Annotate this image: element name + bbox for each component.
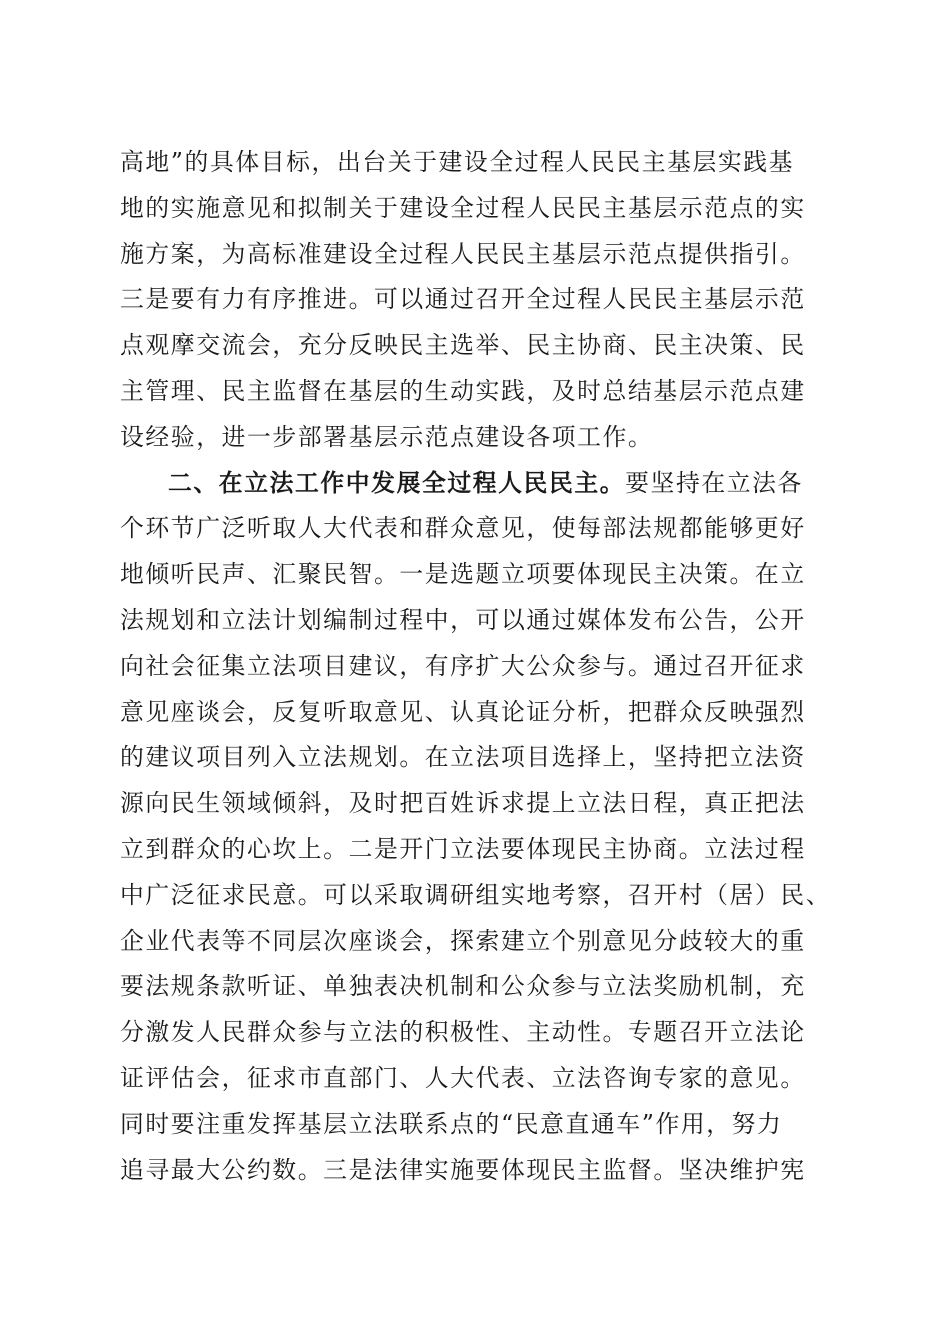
paragraph-line: 主管理、民主监督在基层的生动实践，及时总结基层示范点建 [120, 376, 806, 405]
paragraph-line: 分激发人民群众参与立法的积极性、主动性。专题召开立法论 [120, 1018, 806, 1047]
paragraph-1 [120, 140, 830, 461]
paragraph-line: 企业代表等不同层次座谈会，探索建立个别意见分歧较大的重 [120, 926, 806, 955]
paragraph-first-line [120, 461, 830, 507]
paragraph-line: 高地”的具体目标，出台关于建设全过程人民民主基层实践基 [120, 148, 795, 176]
paragraph-2 [120, 461, 830, 1194]
paragraph-line: 追寻最大公约数。三是法律实施要体现民主监督。坚决维护宪 [120, 1155, 806, 1184]
paragraph-line: 的建议项目列入立法规划。在立法项目选择上，坚持把立法资 [120, 743, 806, 772]
paragraph-line: 点观摩交流会，充分反映民主选举、民主协商、民主决策、民 [120, 331, 806, 360]
paragraph-line: 地倾听民声、汇聚民智。一是选题立项要体现民主决策。在立 [120, 560, 806, 589]
paragraph-line: 设经验，进一步部署基层示范点建设各项工作。 [120, 422, 654, 451]
paragraph-line: 中广泛征求民意。可以采取调研组实地考察，召开村（居）民、 [120, 880, 832, 909]
paragraph-line: 意见座谈会，反复听取意见、认真论证分析，把群众反映强烈 [120, 697, 806, 726]
section-heading: 二、在立法工作中发展全过程人民民主。 [168, 468, 626, 497]
paragraph-line-rest: 要坚持在立法各 [625, 468, 803, 497]
paragraph-line: 法规划和立法计划编制过程中，可以通过媒体发布公告，公开 [120, 605, 806, 634]
document-body [120, 140, 830, 1193]
paragraph-line: 证评估会，征求市直部门、人大代表、立法咨询专家的意见。 [120, 1063, 806, 1092]
paragraph-line: 向社会征集立法项目建议，有序扩大公众参与。通过召开征求 [120, 651, 806, 680]
paragraph-line: 个环节广泛听取人大代表和群众意见，使每部法规都能够更好 [120, 514, 806, 543]
paragraph-line: 同时要注重发挥基层立法联系点的“民意直通车”作用，努力 [120, 1109, 783, 1138]
paragraph-line: 立到群众的心坎上。二是开门立法要体现民主协商。立法过程 [120, 834, 806, 863]
paragraph-line: 地的实施意见和拟制关于建设全过程人民民主基层示范点的实 [120, 193, 806, 222]
paragraph-line: 三是要有力有序推进。可以通过召开全过程人民民主基层示范 [120, 285, 806, 314]
paragraph-line: 施方案，为高标准建设全过程人民民主基层示范点提供指引。 [120, 239, 806, 268]
paragraph-line: 要法规条款听证、单独表决机制和公众参与立法奖励机制，充 [120, 972, 806, 1001]
paragraph-line: 源向民生领域倾斜，及时把百姓诉求提上立法日程，真正把法 [120, 789, 806, 818]
